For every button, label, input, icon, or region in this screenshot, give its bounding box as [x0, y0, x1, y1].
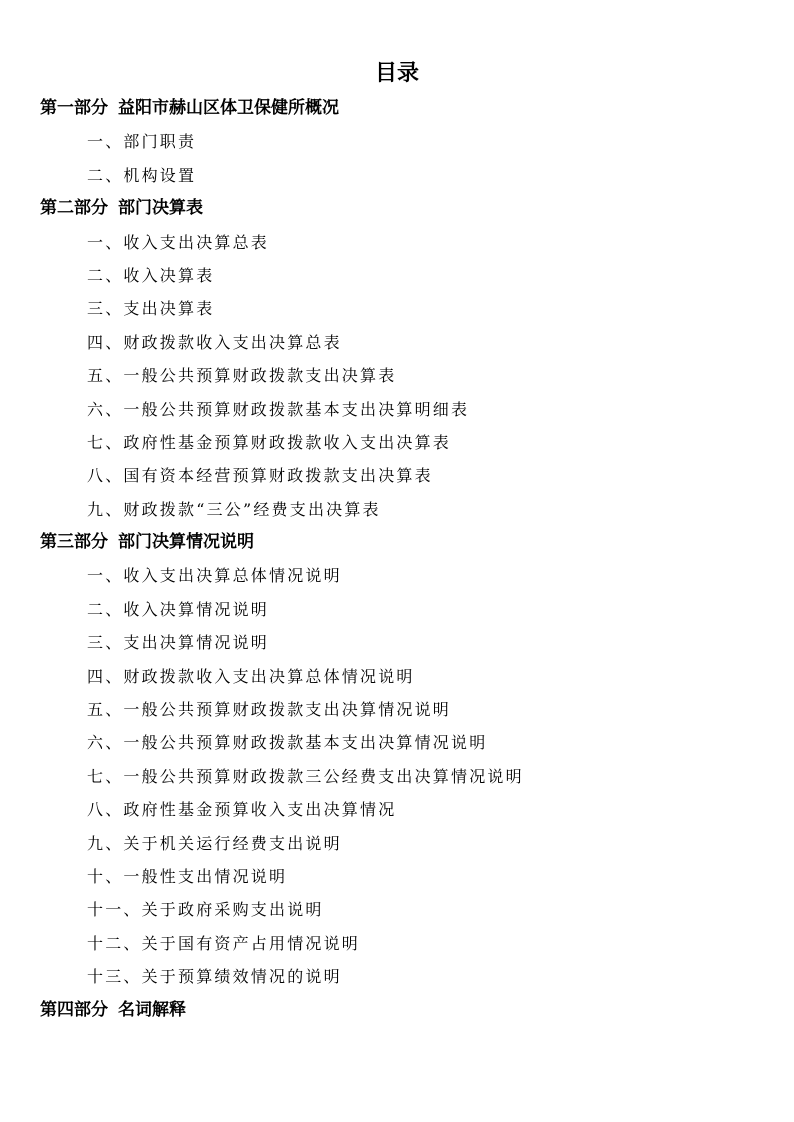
- toc-item: 六、一般公共预算财政拨款基本支出决算情况说明: [87, 733, 488, 753]
- section-label: 第二部分: [40, 198, 108, 219]
- section-name: 名词解释: [118, 999, 186, 1020]
- toc-item: 十、一般性支出情况说明: [87, 866, 288, 886]
- page-title: 目录: [374, 61, 419, 86]
- toc-item: 三、支出决算情况说明: [87, 633, 270, 653]
- toc-item: 六、一般公共预算财政拨款基本支出决算明细表: [87, 399, 470, 419]
- section-heading: [40, 526, 760, 559]
- toc-item: 九、关于机关运行经费支出说明: [87, 833, 342, 853]
- section-heading: [40, 192, 760, 225]
- table-of-contents: [40, 92, 760, 1027]
- toc-item: 七、一般公共预算财政拨款三公经费支出决算情况说明: [87, 766, 524, 786]
- toc-item: 九、财政拨款“三公”经费支出决算表: [87, 499, 381, 519]
- section-label: 第一部分: [40, 98, 108, 118]
- toc-item: 四、财政拨款收入支出决算总表: [87, 332, 342, 352]
- section-heading: [40, 92, 760, 125]
- toc-item: 五、一般公共预算财政拨款支出决算表: [87, 366, 397, 386]
- section-label: 第四部分: [40, 999, 108, 1020]
- section-label: 第三部分: [40, 532, 108, 553]
- toc-item: 五、一般公共预算财政拨款支出决算情况说明: [87, 700, 452, 720]
- toc-item: 七、政府性基金预算财政拨款收入支出决算表: [87, 432, 452, 452]
- toc-section-3: [40, 526, 760, 993]
- section-name: 部门决算表: [118, 198, 203, 219]
- section-name: 部门决算情况说明: [118, 532, 254, 553]
- toc-item: 四、财政拨款收入支出决算总体情况说明: [87, 666, 415, 686]
- toc-item: 二、收入决算表: [87, 265, 215, 285]
- toc-item: 八、国有资本经营预算财政拨款支出决算表: [87, 466, 433, 486]
- toc-item: 十二、关于国有资产占用情况说明: [87, 933, 361, 953]
- toc-section-1: [40, 92, 760, 192]
- toc-item: 一、收入支出决算总表: [87, 232, 270, 252]
- toc-item: 三、支出决算表: [87, 299, 215, 319]
- toc-section-4: [40, 994, 760, 1027]
- toc-item: 一、收入支出决算总体情况说明: [87, 566, 342, 586]
- toc-section-2: [40, 192, 760, 526]
- toc-item: 八、政府性基金预算收入支出决算情况: [87, 800, 397, 820]
- toc-item: 一、部门职责: [87, 132, 197, 152]
- toc-item: 二、收入决算情况说明: [87, 599, 270, 619]
- section-name: 益阳市赫山区体卫保健所概况: [118, 98, 339, 118]
- toc-item: 十一、关于政府采购支出说明: [87, 900, 324, 920]
- toc-item: 二、机构设置: [87, 165, 197, 185]
- toc-item: 十三、关于预算绩效情况的说明: [87, 967, 342, 987]
- section-heading: [40, 994, 760, 1027]
